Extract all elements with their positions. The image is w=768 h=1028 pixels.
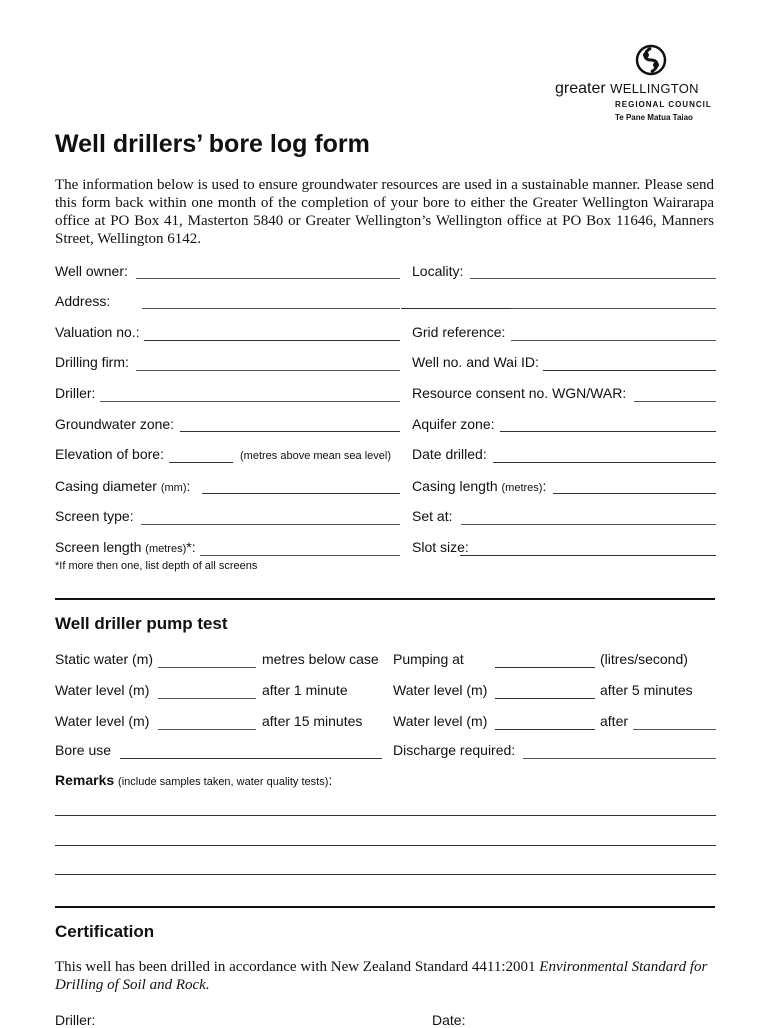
- after-15-label: after 15 minutes: [262, 713, 363, 729]
- screen-type-label: Screen type:: [55, 508, 134, 524]
- casing-length-unit: (metres): [501, 482, 543, 494]
- casing-length-label: [412, 478, 546, 494]
- certification-text-plain: This well has been drilled in accordance with New Zealand Standard 4411:2001: [55, 959, 540, 975]
- well-owner-field[interactable]: [136, 278, 400, 279]
- address-label: Address:: [55, 293, 111, 309]
- casing-length-field[interactable]: [553, 493, 716, 494]
- discharge-field[interactable]: [523, 758, 716, 759]
- water-level-15-label: Water level (m): [55, 713, 150, 729]
- logo-subtitle: REGIONAL COUNCIL: [615, 100, 712, 109]
- well-no-field[interactable]: [543, 370, 716, 371]
- bore-use-label: Bore use: [55, 742, 112, 758]
- grid-ref-label: Grid reference:: [412, 324, 506, 340]
- address-field-1[interactable]: [142, 308, 400, 309]
- date-drilled-label: Date drilled:: [412, 446, 487, 462]
- logo-maori: Te Pane Matua Taiao: [615, 113, 693, 122]
- gw-zone-label: Groundwater zone:: [55, 416, 175, 432]
- address-field-3[interactable]: [511, 308, 716, 309]
- casing-diameter-colon: :: [186, 478, 191, 494]
- discharge-label: Discharge required:: [393, 742, 516, 758]
- cert-driller-label: Driller:: [55, 1012, 96, 1028]
- certification-heading: Certification: [55, 922, 155, 941]
- bore-use-field[interactable]: [120, 758, 382, 759]
- section-divider-1: [55, 598, 715, 600]
- remarks-line-1[interactable]: [55, 815, 716, 816]
- remarks-line-3[interactable]: [55, 874, 716, 875]
- static-water-field[interactable]: [158, 667, 256, 668]
- valuation-label: Valuation no.:: [55, 324, 140, 340]
- after-1-label: after 1 minute: [262, 682, 348, 698]
- water-level-1-field[interactable]: [158, 698, 256, 699]
- water-level-5-label: Water level (m): [393, 682, 488, 698]
- cert-date-label: Date:: [432, 1012, 466, 1028]
- metres-below-case-label: metres below case: [262, 651, 379, 667]
- drilling-firm-field[interactable]: [136, 370, 400, 371]
- water-level-1-label: Water level (m): [55, 682, 150, 698]
- well-no-label: Well no. and Wai ID:: [412, 354, 539, 370]
- casing-diameter-field[interactable]: [202, 493, 400, 494]
- resource-consent-field[interactable]: [634, 401, 716, 402]
- remarks-title: Remarks: [55, 772, 115, 788]
- casing-diameter-unit: (mm): [160, 482, 187, 494]
- page-title: Well drillers’ bore log form: [55, 130, 370, 158]
- certification-text-italic: Environmental Standard for Drilling of Soil and Rock.: [55, 959, 708, 993]
- driller-label: Driller:: [55, 385, 96, 401]
- set-at-field[interactable]: [461, 524, 716, 525]
- slot-size-label: Slot size:: [412, 539, 469, 555]
- aquifer-zone-label: Aquifer zone:: [412, 416, 495, 432]
- water-level-15-field[interactable]: [158, 729, 256, 730]
- aquifer-zone-field[interactable]: [500, 431, 716, 432]
- after-minutes-field[interactable]: [633, 729, 716, 730]
- screen-length-unit: (metres): [145, 543, 187, 555]
- locality-field[interactable]: [470, 278, 716, 279]
- remarks-label: [55, 772, 332, 788]
- screen-length-label: [55, 539, 196, 555]
- static-water-label: Static water (m): [55, 651, 154, 667]
- elevation-unit: (metres above mean sea level): [240, 450, 392, 462]
- well-owner-label: Well owner:: [55, 263, 128, 279]
- gw-zone-field[interactable]: [180, 431, 400, 432]
- certification-text: [55, 958, 714, 994]
- screen-type-field[interactable]: [141, 524, 400, 525]
- slot-size-field[interactable]: [460, 555, 716, 556]
- water-level-x-field[interactable]: [495, 729, 595, 730]
- water-level-5-field[interactable]: [495, 698, 595, 699]
- set-at-label: Set at:: [412, 508, 453, 524]
- elevation-label: Elevation of bore:: [55, 446, 164, 462]
- litres-second-label: (litres/second): [600, 651, 688, 667]
- remarks-line-2[interactable]: [55, 845, 716, 846]
- casing-diameter-label: [55, 478, 190, 494]
- water-level-x-label: Water level (m): [393, 713, 488, 729]
- address-field-2[interactable]: [401, 308, 511, 309]
- casing-diameter-text: Casing diameter: [55, 478, 157, 494]
- screen-length-star: *:: [186, 539, 196, 555]
- pumping-at-label: Pumping at: [393, 651, 464, 667]
- after-label: after: [600, 713, 629, 729]
- drilling-firm-label: Drilling firm:: [55, 354, 129, 370]
- pump-test-heading: Well driller pump test: [55, 614, 228, 633]
- after-5-label: after 5 minutes: [600, 682, 693, 698]
- council-logo: [555, 44, 715, 124]
- logo-word-greater: greater: [555, 80, 606, 97]
- valuation-field[interactable]: [144, 340, 400, 341]
- section-divider-2: [55, 906, 715, 908]
- date-drilled-field[interactable]: [493, 462, 716, 463]
- screen-footnote: *If more then one, list depth of all screens: [55, 560, 258, 572]
- driller-field[interactable]: [100, 401, 400, 402]
- elevation-field[interactable]: [169, 462, 233, 463]
- koru-logo-icon: [635, 44, 667, 76]
- resource-consent-label: Resource consent no. WGN/WAR:: [412, 385, 627, 401]
- remarks-note: (include samples taken, water quality tests): [118, 776, 329, 788]
- casing-length-text: Casing length: [412, 478, 498, 494]
- logo-wordmark: [555, 80, 699, 98]
- remarks-colon: :: [328, 772, 333, 788]
- pumping-at-field[interactable]: [495, 667, 595, 668]
- locality-label: Locality:: [412, 263, 464, 279]
- grid-ref-field[interactable]: [511, 340, 716, 341]
- screen-length-field[interactable]: [200, 555, 400, 556]
- intro-paragraph: The information below is used to ensure groundwater resources are used in a sustainable manner. Please send this form back within one month of the completion of your bore to either the Greater Wellington Wairarapa office at PO Box 41, Masterton 5840 or Greater Wellington’s Wellington office at PO Box 11646, Manners Street, Wellington 6142.: [55, 177, 714, 247]
- screen-length-text: Screen length: [55, 539, 142, 555]
- logo-word-wellington: WELLINGTON: [610, 81, 699, 96]
- casing-length-colon: :: [542, 478, 547, 494]
